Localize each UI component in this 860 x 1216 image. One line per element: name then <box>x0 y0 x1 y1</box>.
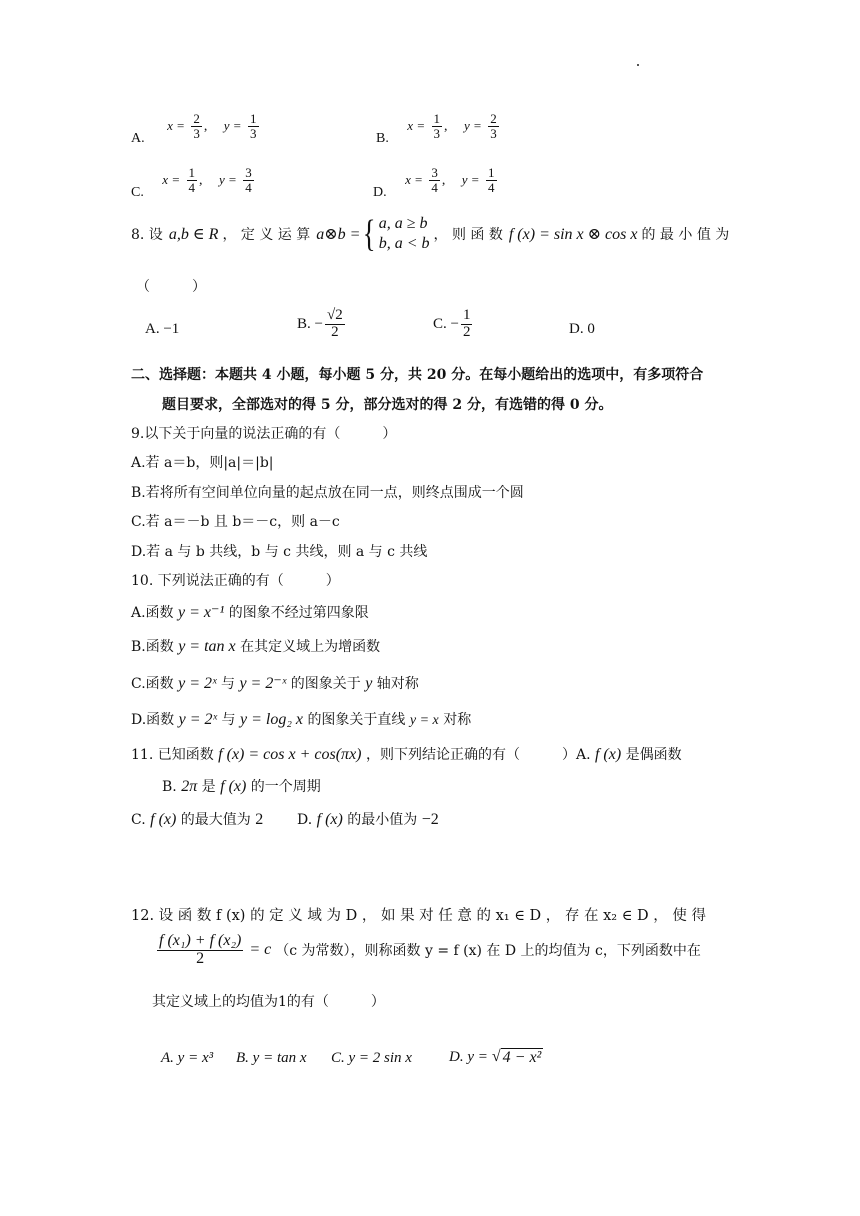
piecewise-brace: { <box>363 213 376 255</box>
q9-option-a: A.若 a＝b，则|a|＝|b| <box>131 455 274 471</box>
q10-option-c: C.函数 y = 2ˣ 与 y = 2⁻ˣ 的图象关于 y 轴对称 <box>131 675 419 692</box>
section2-heading-line1: 二、选择题：本题共 4 小题，每小题 5 分，共 20 分。在每小题给出的选项中，有多项符合 <box>131 367 704 383</box>
q10-option-a: A.函数 y = x⁻¹ 的图象不经过第四象限 <box>131 604 369 621</box>
q9-option-c: C.若 a＝－b 且 b＝－c，则 a－c <box>131 514 340 530</box>
q9-option-b: B.若将所有空间单位向量的起点放在同一点，则终点围成一个圆 <box>131 485 524 501</box>
q11-stem: 11. 已知函数 f (x) = cos x + cos(πx) ，则下列结论正确的有（ ）A. f (x) 是偶函数 <box>131 746 682 763</box>
q12-option-b: B. y = tan x <box>236 1050 307 1066</box>
q10-stem: 10. 下列说法正确的有（ ） <box>131 573 340 589</box>
q11-option-d: D. f (x) 的最小值为 −2 <box>297 811 439 828</box>
page-dot <box>637 64 639 66</box>
q7-option-d: D. x = $\frac{3}{4}$ , y = $\frac{1}{4}$ <box>373 165 495 201</box>
q8-option-b: B. − $\frac{√2}{2}$ <box>297 307 343 340</box>
q9-stem: 9.以下关于向量的说法正确的有（ ） <box>131 426 397 442</box>
sqrt-symbol: √ 4 − x² <box>491 1048 542 1066</box>
q12-stem-line1: 12. 设 函 数 f (x) 的 定 义 域 为 D ， 如 果 对 任 意 的 x₁ ∈ D ， 存 在 x₂ ∈ D ， 使 得 <box>131 908 707 924</box>
q8-option-c: C. − $\frac{1}{2}$ <box>433 307 471 340</box>
q7-option-c: C. x = $\frac{1}{4}$ , y = $\frac{3}{4}$ <box>131 165 252 201</box>
piecewise-cases: a, a ≥ b b, a < b <box>378 215 430 252</box>
q8-option-d: D. 0 <box>569 321 595 337</box>
q7-option-a: A. x = $\frac{2}{3}$ , y = $\frac{1}{3}$ <box>131 111 257 147</box>
q8-stem: 8. 设 a,b ∈ R ， 定 义 运 算 a⊗b = { a, a ≥ b b, a < b ， 则 函 数 f (x) = sin x ⊗ cos x 的 最 小 值 为 <box>131 213 730 255</box>
q10-option-b: B.函数 y = tan x 在其定义域上为增函数 <box>131 638 381 655</box>
section2-heading-line2: 题目要求，全部选对的得 5 分，部分选对的得 2 分，有选错的得 0 分。 <box>162 397 613 413</box>
q7-option-b: B. x = $\frac{1}{3}$ , y = $\frac{2}{3}$ <box>376 111 497 147</box>
q11-option-c: C. f (x) 的最大值为 2 <box>131 811 264 828</box>
q12-option-c: C. y = 2 sin x <box>331 1050 412 1066</box>
q12-option-a: A. y = x³ <box>161 1050 214 1066</box>
q12-stem-line3: 其定义域上的均值为1的有（ ） <box>152 994 385 1010</box>
q11-option-b: B. 2π 是 f (x) 的一个周期 <box>162 778 321 795</box>
q8-option-a: A. −1 <box>145 321 180 337</box>
q12-option-d: D. y = √ 4 − x² <box>449 1048 542 1066</box>
q12-stem-line2: $\frac{\text{f (x₁) + f (x₂)}}{2}$ = c （c 为常数），则称函数 y = f (x) 在 D 上的均值为 c，下列函数中在 <box>159 932 701 967</box>
frac-1-3: $\frac{1}{3}$ <box>250 111 257 141</box>
q12-mean-fraction: $\frac{\text{f (x₁) + f (x₂)}}{2}$ <box>159 932 242 967</box>
q9-option-d: D.若 a 与 b 共线，b 与 c 共线，则 a 与 c 共线 <box>131 544 428 560</box>
q10-option-d: D.函数 y = 2ˣ 与 y = log₂ x 的图象关于直线 y = x 对称 <box>131 711 472 728</box>
frac-2-3: $\frac{2}{3}$ <box>193 111 200 141</box>
q8-paren: （ ） <box>136 279 206 295</box>
